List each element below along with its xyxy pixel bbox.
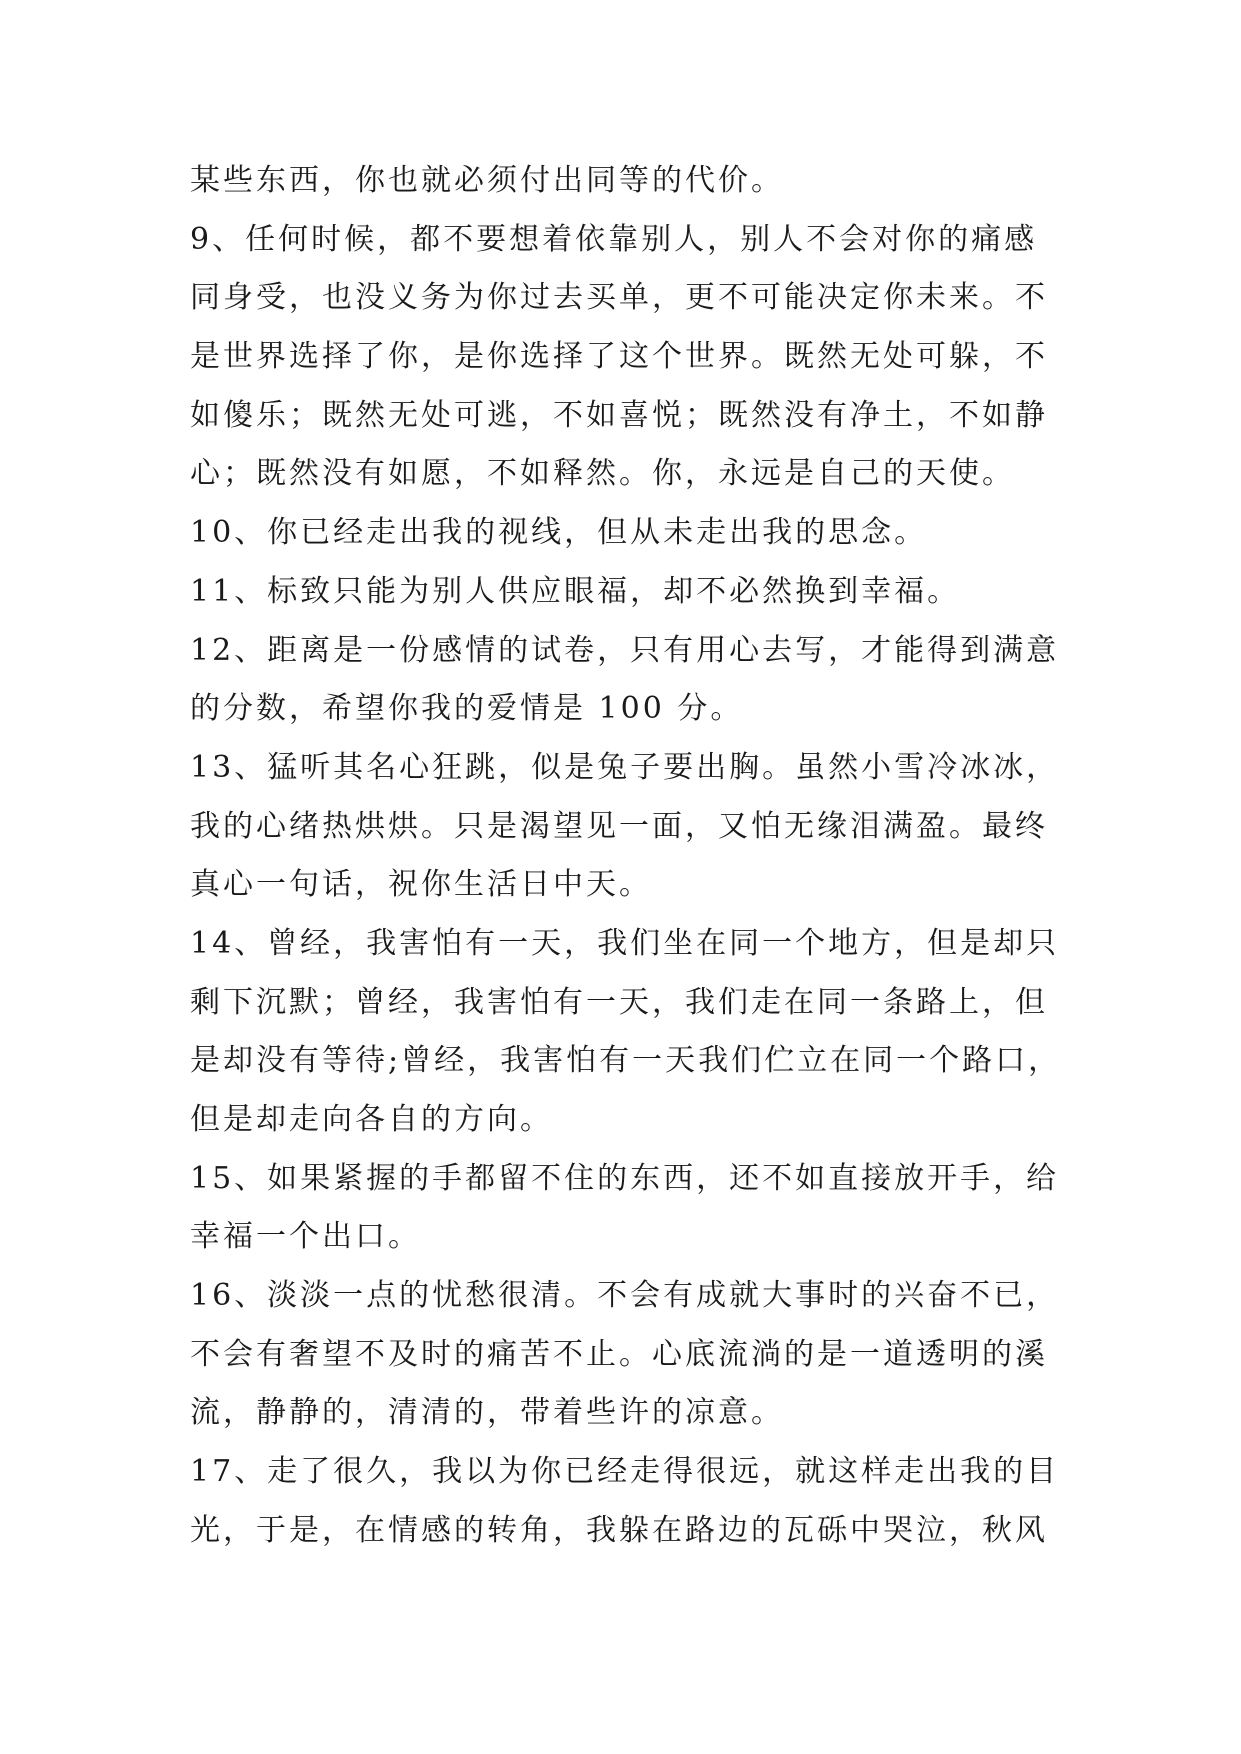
text-line: 9、任何时候，都不要想着依靠别人，别人不会对你的痛感: [190, 221, 1038, 257]
text-line: 某些东西，你也就必须付出同等的代价。: [190, 163, 784, 198]
text-line: 17、走了很久，我以为你已经走得很远，就这样走出我的目: [190, 1454, 1060, 1490]
text-line: 16、淡淡一点的忧愁很清。不会有成就大事时的兴奋不已，: [190, 1278, 1060, 1314]
text-line: 11、标致只能为别人供应眼福，却不必然换到幸福。: [190, 573, 961, 609]
text-line: 幸福一个出口。: [190, 1219, 421, 1255]
text-line: 14、曾经，我害怕有一天，我们坐在同一个地方，但是却只: [190, 925, 1060, 961]
text-line: 光，于是，在情感的转角，我躲在路边的瓦砾中哭泣，秋风: [190, 1512, 1048, 1548]
text-line: 10、你已经走出我的视线，但从未走出我的思念。: [190, 515, 928, 551]
text-line: 13、猛听其名心狂跳，似是兔子要出胸。虽然小雪冷冰冰，: [190, 749, 1060, 785]
text-line: 是世界选择了你，是你选择了这个世界。既然无处可躲，不: [190, 339, 1048, 375]
text-line: 但是却走向各自的方向。: [190, 1102, 553, 1137]
text-line: 是却没有等待;曾经，我害怕有一天我们伫立在同一个路口，: [190, 1043, 1062, 1079]
text-line: 不会有奢望不及时的痛苦不止。心底流淌的是一道透明的溪: [190, 1336, 1048, 1372]
text-line: 剩下沉默；曾经，我害怕有一天，我们走在同一条路上，但: [190, 984, 1048, 1020]
text-line: 流，静静的，清清的，带着些许的凉意。: [190, 1395, 784, 1431]
text-line: 的分数，希望你我的爱情是 100 分。: [190, 691, 744, 727]
text-line: 我的心绪热烘烘。只是渴望见一面，又怕无缘泪满盈。最终: [190, 808, 1048, 844]
text-line: 真心一句话，祝你生活日中天。: [190, 867, 652, 903]
text-line: 12、距离是一份感情的试卷，只有用心去写，才能得到满意: [190, 632, 1060, 668]
text-line: 如傻乐；既然无处可逃，不如喜悦；既然没有净土，不如静: [190, 397, 1048, 433]
text-line: 心；既然没有如愿，不如释然。你，永远是自己的天使。: [190, 456, 1015, 492]
text-line: 同身受，也没义务为你过去买单，更不可能决定你未来。不: [190, 280, 1048, 316]
text-line: 15、如果紧握的手都留不住的东西，还不如直接放开手，给: [190, 1160, 1060, 1196]
document-body: [190, 152, 1070, 1561]
